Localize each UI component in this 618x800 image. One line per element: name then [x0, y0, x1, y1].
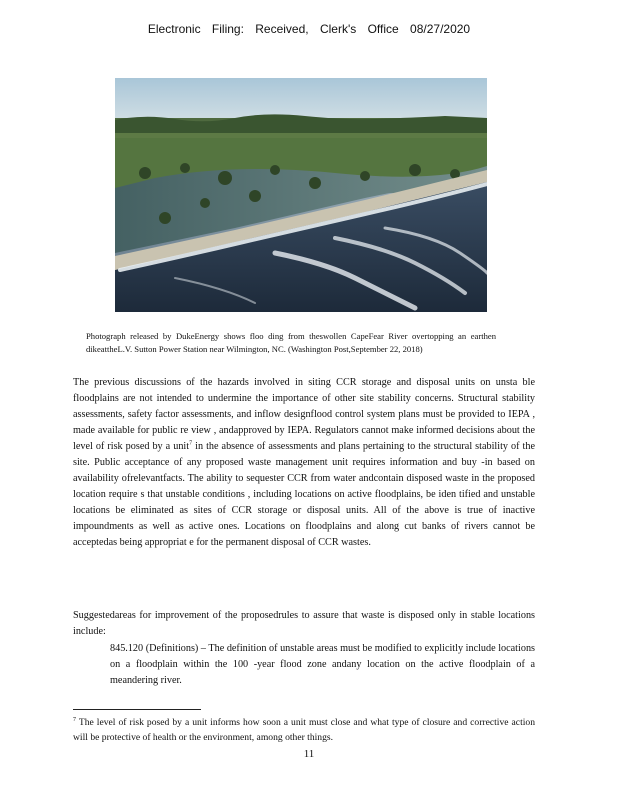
photo-illustration	[115, 78, 487, 312]
footnote-reference[interactable]: 7	[189, 440, 193, 447]
footnote-number: 7	[73, 716, 76, 723]
page-header: Electronic Filing: Received, Clerk's Office 08/27/2020	[147, 22, 471, 36]
footnote-text: The level of risk posed by a unit informs how soon a unit must close and what type of closure and corrective action will be protective of health or the environment, among other things.	[73, 717, 535, 743]
list-item-text: 845.120 (Definitions) – The definition of unstable areas must be modified to explicitly include locations on a floodplain within the 100 -year flood zone andany location on the active floodplain of a meandering river.	[110, 643, 535, 686]
body-paragraph-1-part-b: in the absence of assessments and plans pertaining to the structural stability of the site. Public acceptance of any proposed waste management unit requires information and buy -in based on availability ofrelevantfacts. The ability to sequester CCR from water andcontain disposed waste in the proposed location require s that unstable conditions , including locations on active floodplains, be iden tified and unstable locations be eliminated as sites of CCR storage or disposal units. All of the above is true of inactive impoundments as well as active ones. Locations on floodplains and along cut banks of rivers cannot be acceptedas being appropriat e for the permanent disposal of CCR wastes.	[73, 441, 535, 548]
body-paragraph-2: Suggestedareas for improvement of the proposedrules to assure that waste is disposed only in stable locations include:	[73, 610, 535, 637]
photo-flooded-ash-basin	[115, 78, 487, 312]
body-paragraph-1-part-a: The previous discussions of the hazards involved in siting CCR storage and disposal units on unsta ble floodplains are not intended to undermine the importance of other site stability concerns. Structural stability assessments, safety factor assessments, and inflow designflood control system plans must be provided to IEPA , made available for public re view , andapproved by IEPA. Regulators cannot make informed decisions about the level of risk posed by a unit	[73, 377, 535, 452]
footnote	[73, 715, 535, 745]
body-paragraph-1	[73, 375, 535, 551]
photo-caption: Photograph released by DukeEnergy shows floo ding from theswollen CapeFear River overtopping an earthen dikeattheL.V. Sutton Power Station near Wilmington, NC. (Washington Post,September 22, 2018)	[86, 331, 496, 354]
page-number: 11	[303, 748, 315, 760]
footnote-divider	[73, 709, 201, 710]
